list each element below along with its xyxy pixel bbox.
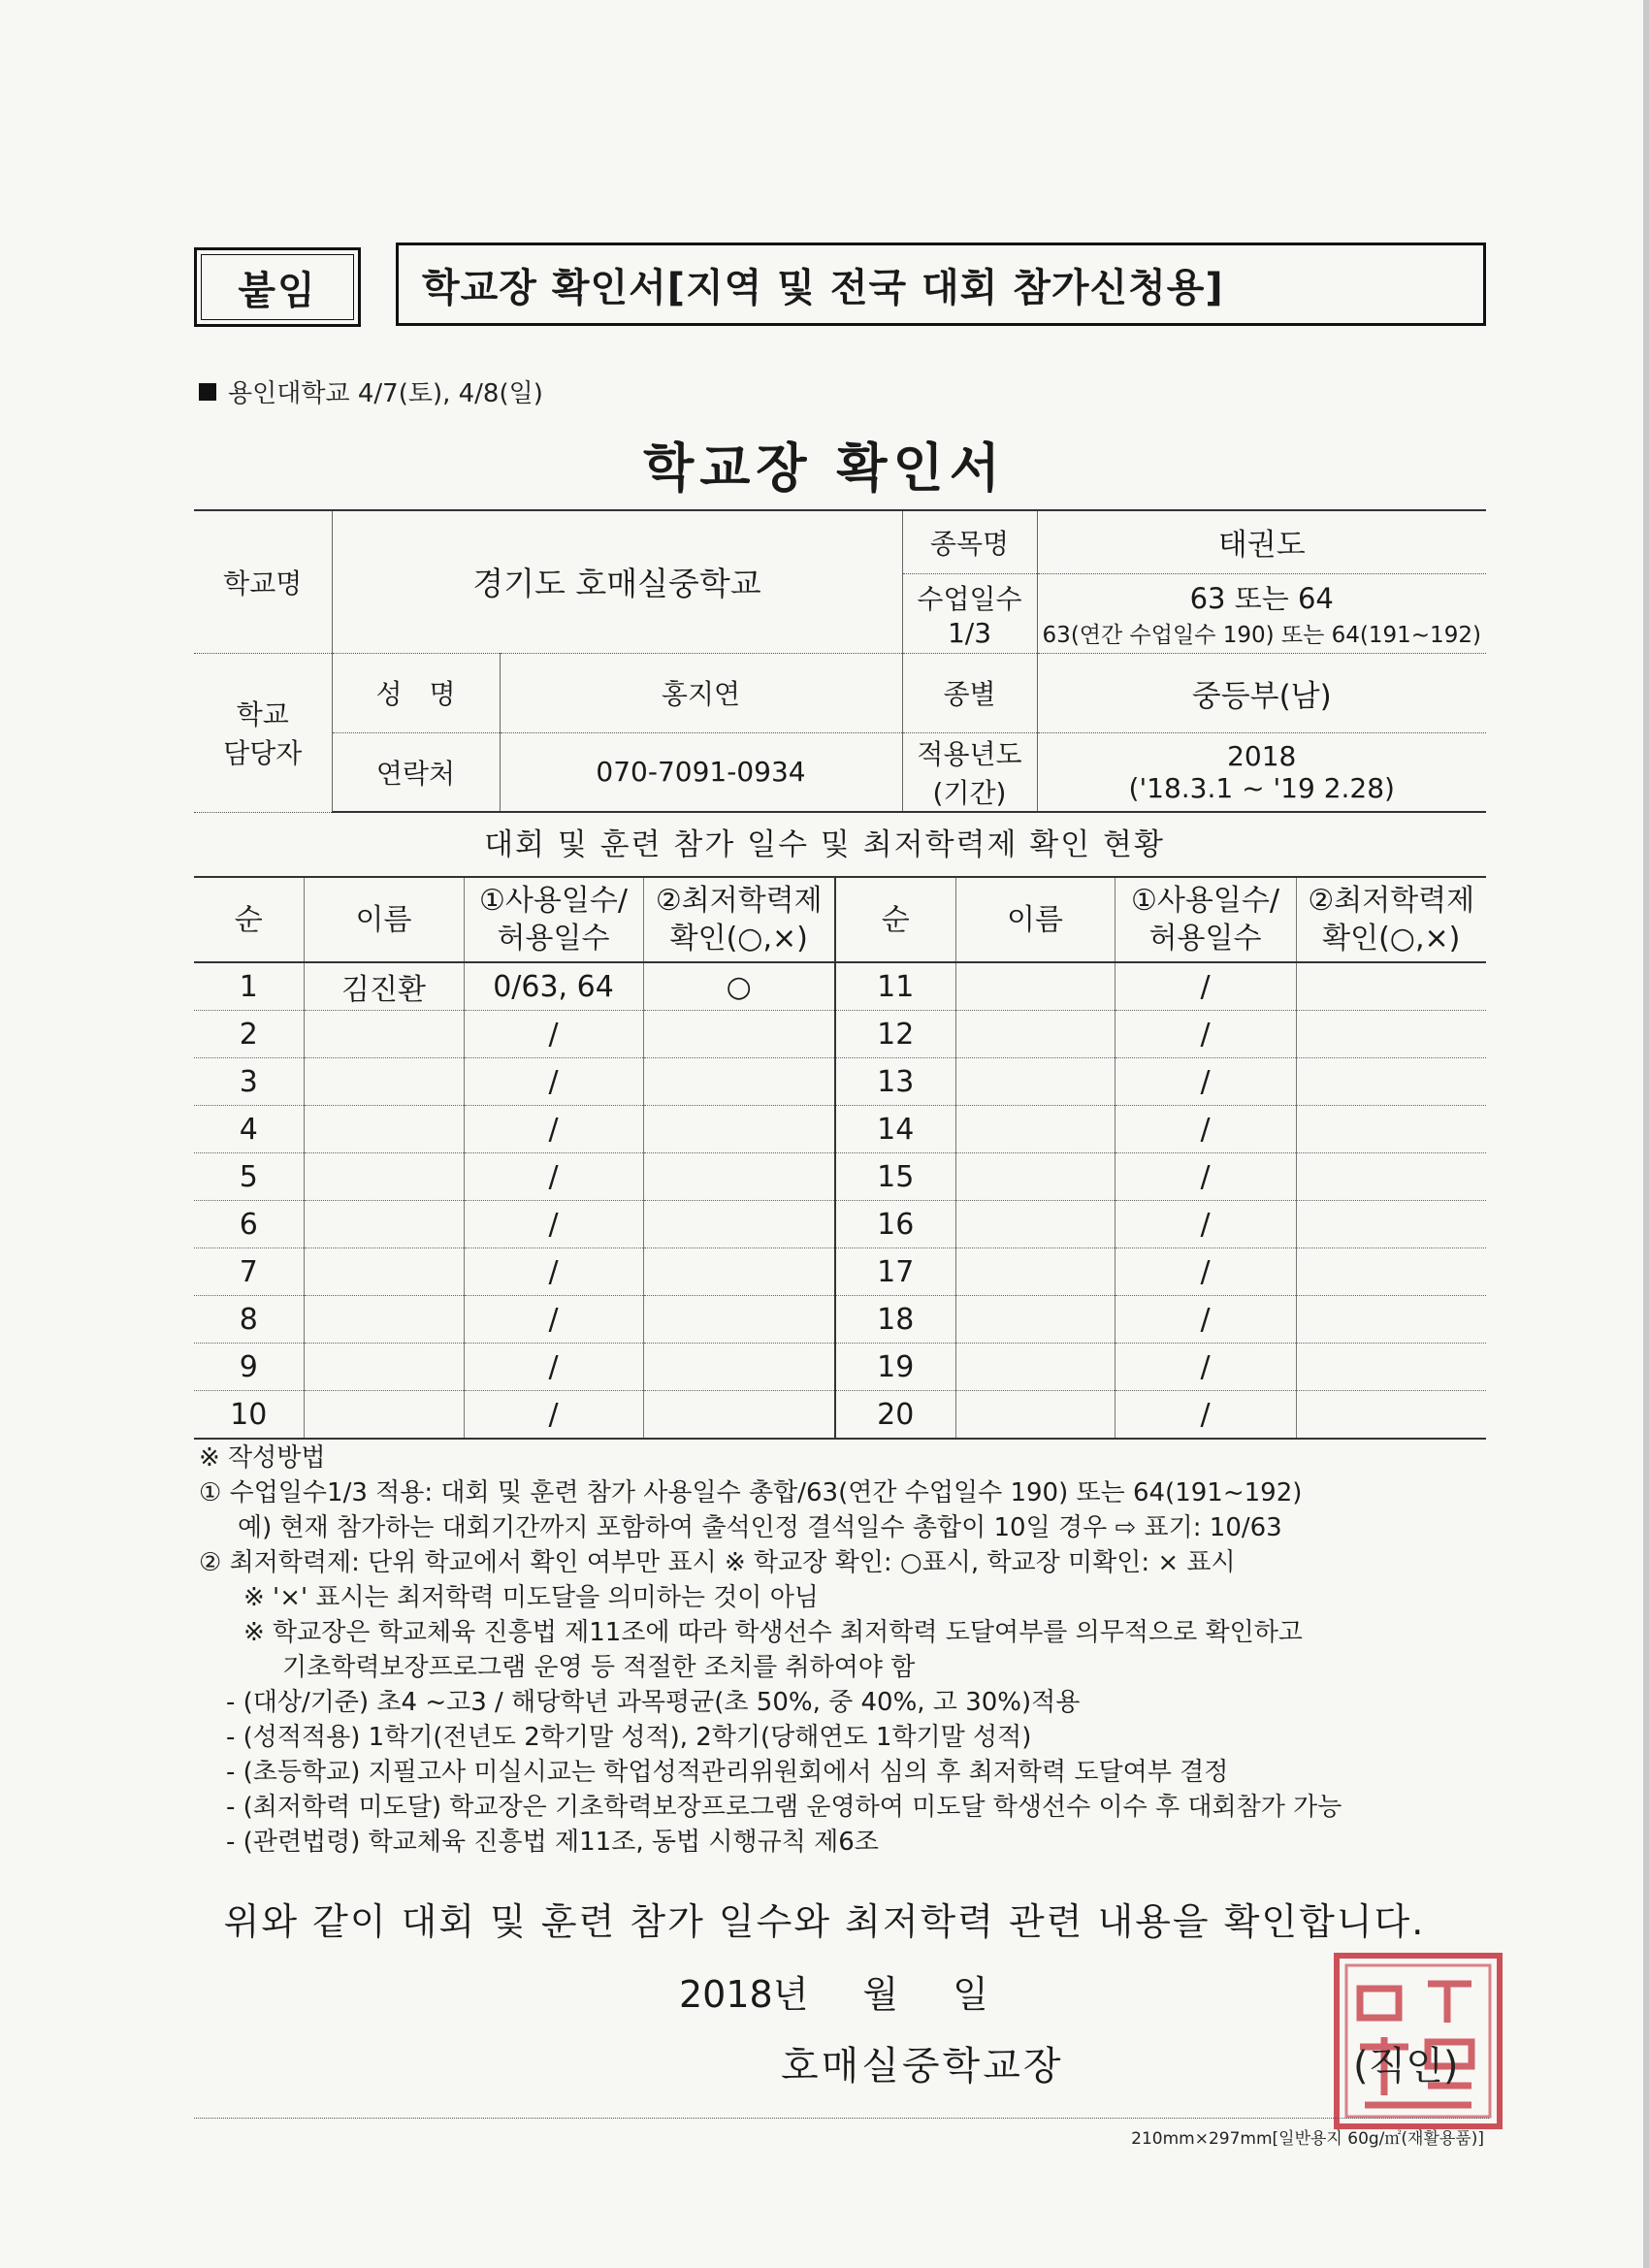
- principal-title: 호매실중학교장: [781, 2044, 1064, 2089]
- table-row: [194, 1011, 1486, 1058]
- table-row: [194, 1296, 1486, 1344]
- table-row: [194, 1153, 1486, 1201]
- student-name-left: [304, 1391, 464, 1440]
- student-name-right: [955, 1391, 1115, 1440]
- used-days-right: /: [1115, 962, 1296, 1011]
- minimum-grade-check-right: [1296, 1106, 1486, 1153]
- name-label-cell: 성 명: [332, 653, 500, 732]
- class-days-label-cell: 수업일수 1/3: [902, 573, 1037, 653]
- minimum-grade-check-left: [643, 1344, 835, 1391]
- attachment-label: 붙임: [238, 268, 317, 313]
- note-grades: - (성적적용) 1학기(전년도 2학기말 성적), 2학기(당해연도 1학기말 성적): [226, 1723, 1032, 1752]
- used-days-right: /: [1115, 1153, 1296, 1201]
- student-name-left: [304, 1201, 464, 1248]
- note-related-law: - (관련법령) 학교체육 진흥법 제11조, 동법 시행규칙 제6조: [226, 1828, 879, 1857]
- minimum-grade-check-left: [643, 1391, 835, 1440]
- division-label-cell: 종별: [902, 653, 1037, 732]
- student-name-right: [955, 962, 1115, 1011]
- row-number-left: 4: [194, 1106, 304, 1153]
- student-name-right: [955, 1058, 1115, 1106]
- student-name-right: [955, 1011, 1115, 1058]
- row-number-left: 6: [194, 1201, 304, 1248]
- contact-value-cell: 070-7091-0934: [500, 732, 902, 812]
- row-number-left: 1: [194, 962, 304, 1011]
- header-days-right: ①사용일수/ 허용일수: [1115, 877, 1296, 962]
- minimum-grade-check-left: [643, 1011, 835, 1058]
- row-number-left: 7: [194, 1248, 304, 1296]
- minimum-grade-check-right: [1296, 1344, 1486, 1391]
- row-number-left: 8: [194, 1296, 304, 1344]
- row-number-left: 9: [194, 1344, 304, 1391]
- participation-roster-table: [194, 876, 1486, 1440]
- student-name-left: [304, 1296, 464, 1344]
- note-2-sub-a: ※ '×' 표시는 최저학력 미도달을 의미하는 것이 아님: [243, 1583, 819, 1612]
- status-section-title: 대회 및 훈련 참가 일수 및 최저학력제 확인 현황: [484, 827, 1165, 862]
- manager-label-cell: 학교 담당자: [194, 653, 332, 812]
- used-days-left: /: [464, 1106, 643, 1153]
- student-name-left: [304, 1344, 464, 1391]
- document-title: 학교장 확인서: [643, 437, 1006, 499]
- student-name-left: [304, 1106, 464, 1153]
- roster-header-row: [194, 877, 1486, 962]
- student-name-right: [955, 1201, 1115, 1248]
- student-name-left: [304, 1248, 464, 1296]
- class-days-value-cell: 63 또는 64 63(연간 수업일수 190) 또는 64(191~192): [1037, 573, 1486, 653]
- used-days-right: /: [1115, 1106, 1296, 1153]
- row-number-right: 19: [835, 1344, 955, 1391]
- student-name-right: [955, 1344, 1115, 1391]
- row-number-right: 20: [835, 1391, 955, 1440]
- header-name-left: 이름: [304, 877, 464, 962]
- note-1: ① 수업일수1/3 적용: 대회 및 훈련 참가 사용일수 총합/63(연간 수업일수 190) 또는 64(191~192): [199, 1478, 1303, 1507]
- row-number-right: 18: [835, 1296, 955, 1344]
- used-days-right: /: [1115, 1296, 1296, 1344]
- table-row: [194, 1106, 1486, 1153]
- student-name-left: [304, 1153, 464, 1201]
- student-name-right: [955, 1153, 1115, 1201]
- used-days-left: /: [464, 1201, 643, 1248]
- header-days-left: ①사용일수/ 허용일수: [464, 877, 643, 962]
- minimum-grade-check-left: [643, 1153, 835, 1201]
- table-row: [194, 1391, 1486, 1440]
- header-check-left: ②최저학력제 확인(○,×): [643, 877, 835, 962]
- note-2-sub-c: 기초학력보장프로그램 운영 등 적절한 조치를 취하여야 함: [282, 1653, 916, 1682]
- confirmation-statement: 위와 같이 대회 및 훈련 참가 일수와 최저학력 관련 내용을 확인합니다.: [223, 1900, 1426, 1943]
- paper-spec-note: 210mm×297mm[일반용지 60g/㎡(재활용품)]: [1131, 2129, 1484, 2149]
- bottom-divider: [194, 2118, 1489, 2119]
- header-no-left: 순: [194, 877, 304, 962]
- row-number-right: 14: [835, 1106, 955, 1153]
- table-row: [194, 1344, 1486, 1391]
- row-number-right: 17: [835, 1248, 955, 1296]
- used-days-left: /: [464, 1153, 643, 1201]
- minimum-grade-check-right: [1296, 1011, 1486, 1058]
- note-2-sub-b: ※ 학교장은 학교체육 진흥법 제11조에 따라 학생선수 최저학력 도달여부를 의무적으로 확인하고: [243, 1618, 1303, 1647]
- student-name-left: [304, 1058, 464, 1106]
- note-1-example: 예) 현재 참가하는 대회기간까지 포함하여 출석인정 결석일수 총합이 10일 경우 ⇨ 표기: 10/63: [238, 1513, 1282, 1542]
- student-name-right: [955, 1106, 1115, 1153]
- minimum-grade-check-right: [1296, 1201, 1486, 1248]
- minimum-grade-check-right: [1296, 1296, 1486, 1344]
- used-days-left: /: [464, 1011, 643, 1058]
- division-value-cell: 중등부(남): [1037, 653, 1486, 732]
- table-row: [194, 1201, 1486, 1248]
- year-value-cell: 2018 ('18.3.1 ~ '19 2.28): [1037, 732, 1486, 812]
- used-days-left: /: [464, 1296, 643, 1344]
- minimum-grade-check-left: [643, 1106, 835, 1153]
- contact-label-cell: 연락처: [332, 732, 500, 812]
- used-days-right: /: [1115, 1011, 1296, 1058]
- manager-name-cell: 홍지연: [500, 653, 902, 732]
- date-day: 일: [953, 1973, 988, 2016]
- minimum-grade-check-left: [643, 1296, 835, 1344]
- minimum-grade-check-right: [1296, 1058, 1486, 1106]
- page-edge-shadow: [1643, 0, 1649, 2268]
- row-number-left: 10: [194, 1391, 304, 1440]
- event-line: [199, 373, 543, 409]
- school-name-cell: 경기도 호매실중학교: [332, 510, 902, 653]
- student-name-right: [955, 1248, 1115, 1296]
- school-label-cell: 학교명: [194, 510, 332, 653]
- table-row: [194, 962, 1486, 1011]
- student-name-left: [304, 1011, 464, 1058]
- minimum-grade-check-right: [1296, 962, 1486, 1011]
- used-days-left: /: [464, 1248, 643, 1296]
- header-no-right: 순: [835, 877, 955, 962]
- sport-label-cell: 종목명: [902, 510, 1037, 573]
- row-number-right: 11: [835, 962, 955, 1011]
- note-below-minimum: - (최저학력 미도달) 학교장은 기초학력보장프로그램 운영하여 미도달 학생선수 이수 후 대회참가 가능: [226, 1793, 1342, 1822]
- form-title: 학교장 확인서[지역 및 전국 대회 참가신청용]: [422, 265, 1224, 310]
- date-month: 월: [862, 1973, 899, 2016]
- minimum-grade-check-left: [643, 1058, 835, 1106]
- row-number-left: 3: [194, 1058, 304, 1106]
- seal-label: (직인): [1353, 2044, 1459, 2089]
- bullet-square-icon: [199, 383, 216, 401]
- school-info-table: [194, 509, 1486, 813]
- row-number-right: 15: [835, 1153, 955, 1201]
- student-name-left: 김진환: [304, 962, 464, 1011]
- minimum-grade-check-left: [643, 1248, 835, 1296]
- row-number-left: 2: [194, 1011, 304, 1058]
- instructions-section: [199, 1441, 1499, 1860]
- note-2: ② 최저학력제: 단위 학교에서 확인 여부만 표시 ※ 학교장 확인: ○표시, 학교장 미확인: × 표시: [199, 1548, 1236, 1577]
- table-row: [194, 1248, 1486, 1296]
- used-days-left: /: [464, 1391, 643, 1440]
- header-check-right: ②최저학력제 확인(○,×): [1296, 877, 1486, 962]
- used-days-right: /: [1115, 1344, 1296, 1391]
- used-days-left: /: [464, 1344, 643, 1391]
- minimum-grade-check-left: ○: [643, 962, 835, 1011]
- used-days-right: /: [1115, 1201, 1296, 1248]
- row-number-right: 12: [835, 1011, 955, 1058]
- instructions-heading: ※ 작성방법: [199, 1443, 326, 1473]
- used-days-left: 0/63, 64: [464, 962, 643, 1011]
- year-label-cell: 적용년도 (기간): [902, 732, 1037, 812]
- form-title-box: [396, 243, 1486, 326]
- row-number-right: 13: [835, 1058, 955, 1106]
- date-year: 2018년: [679, 1973, 809, 2016]
- note-elementary: - (초등학교) 지필고사 미실시교는 학업성적관리위원회에서 심의 후 최저학력 도달여부 결정: [226, 1758, 1229, 1787]
- minimum-grade-check-left: [643, 1201, 835, 1248]
- used-days-right: /: [1115, 1058, 1296, 1106]
- used-days-right: /: [1115, 1248, 1296, 1296]
- table-row: [194, 1058, 1486, 1106]
- header-name-right: 이름: [955, 877, 1115, 962]
- attachment-label-box: [194, 247, 361, 327]
- signature-date: [679, 1964, 988, 2018]
- minimum-grade-check-right: [1296, 1391, 1486, 1440]
- row-number-left: 5: [194, 1153, 304, 1201]
- event-text: 용인대학교 4/7(토), 4/8(일): [228, 379, 543, 408]
- used-days-right: /: [1115, 1391, 1296, 1440]
- row-number-right: 16: [835, 1201, 955, 1248]
- note-target: - (대상/기준) 초4 ~고3 / 해당학년 과목평균(초 50%, 중 40%, 고 30%)적용: [226, 1688, 1081, 1717]
- minimum-grade-check-right: [1296, 1153, 1486, 1201]
- student-name-right: [955, 1296, 1115, 1344]
- used-days-left: /: [464, 1058, 643, 1106]
- minimum-grade-check-right: [1296, 1248, 1486, 1296]
- sport-value-cell: 태권도: [1037, 510, 1486, 573]
